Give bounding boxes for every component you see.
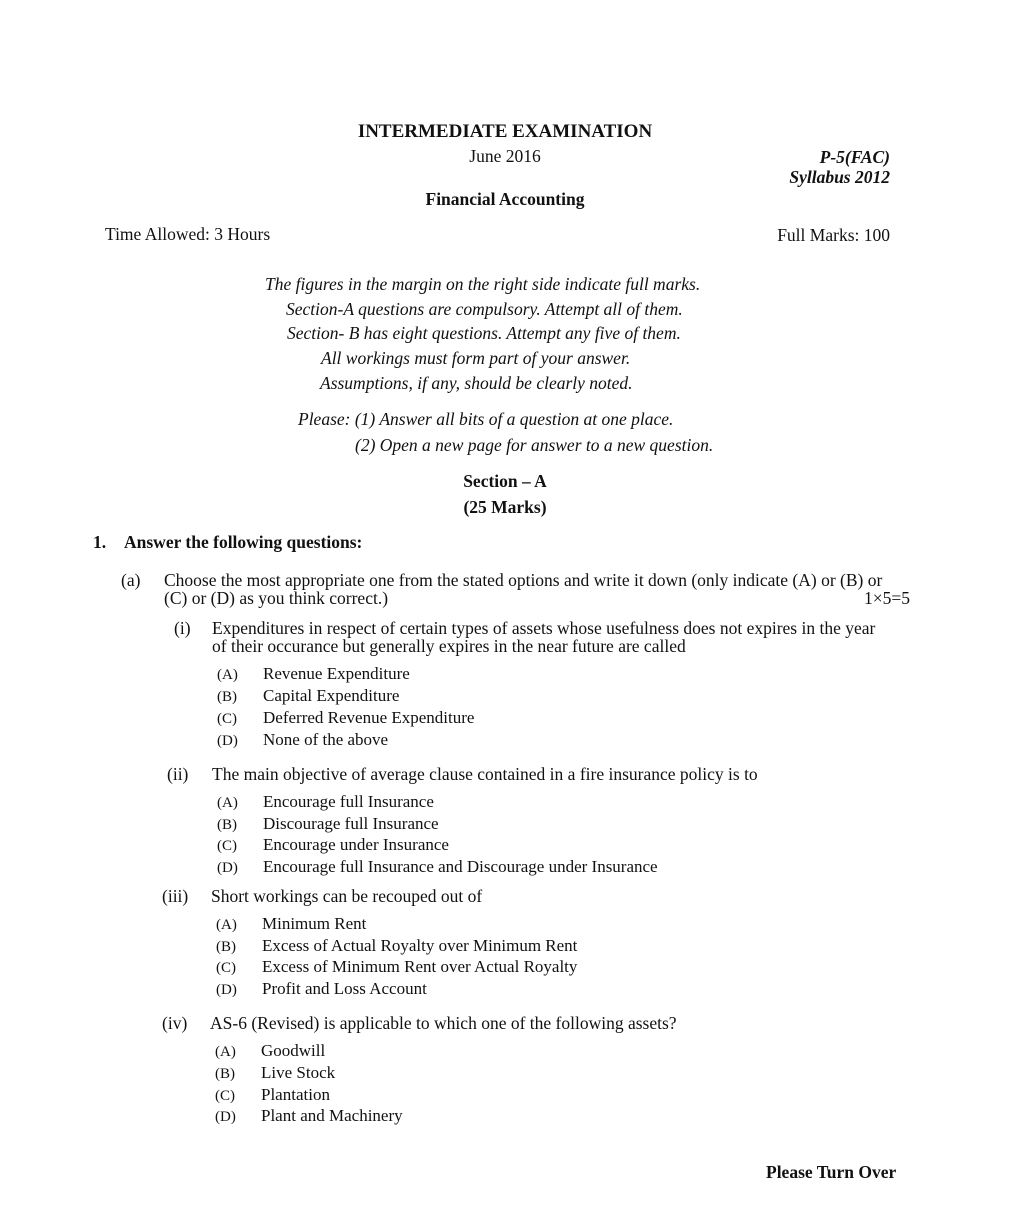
full-marks: Full Marks: 100 bbox=[777, 225, 890, 245]
please-instruction: (2) Open a new page for answer to a new question. bbox=[355, 435, 714, 455]
instruction-line: The figures in the margin on the right side indicate full marks. bbox=[265, 274, 701, 294]
please-instruction: Please: (1) Answer all bits of a question at one place. bbox=[298, 409, 674, 429]
subquestion-text: of their occurance but generally expires in the near future are called bbox=[212, 636, 686, 656]
option-text: Encourage under Insurance bbox=[263, 835, 449, 854]
option bbox=[215, 1063, 335, 1083]
section-marks: (25 Marks) bbox=[463, 497, 547, 517]
option-label: (A) bbox=[217, 795, 238, 811]
subject-title: Financial Accounting bbox=[425, 189, 585, 209]
option-text: Minimum Rent bbox=[262, 914, 367, 933]
please-turn-over: Please Turn Over bbox=[766, 1162, 897, 1182]
option-label: (A) bbox=[216, 917, 237, 933]
part-text: (C) or (D) as you think correct.) bbox=[164, 588, 389, 608]
part-label: (a) bbox=[121, 570, 141, 590]
part-text: Choose the most appropriate one from the stated options and write it down (only indicate (A) or (B) or bbox=[164, 570, 883, 590]
option bbox=[217, 686, 399, 706]
option bbox=[215, 1041, 325, 1061]
option-text: Plantation bbox=[261, 1085, 330, 1104]
subquestion-label: (i) bbox=[174, 618, 191, 638]
option-label: (B) bbox=[216, 939, 236, 955]
option bbox=[217, 835, 449, 855]
option-text: Capital Expenditure bbox=[263, 686, 400, 705]
option bbox=[215, 1106, 403, 1126]
option-text: Discourage full Insurance bbox=[263, 814, 439, 833]
option-text: Encourage full Insurance and Discourage under Insurance bbox=[263, 857, 658, 876]
option-text: Profit and Loss Account bbox=[262, 979, 427, 998]
subquestion-text: Short workings can be recouped out of bbox=[211, 886, 483, 906]
question-number: 1. bbox=[93, 532, 107, 552]
option-text: Goodwill bbox=[261, 1041, 326, 1060]
part-marks: 1×5=5 bbox=[864, 588, 910, 608]
option-label: (A) bbox=[217, 667, 238, 683]
option bbox=[216, 979, 427, 999]
option bbox=[217, 792, 434, 812]
option bbox=[217, 730, 388, 750]
option-label: (A) bbox=[215, 1044, 236, 1060]
subquestion-text: The main objective of average clause contained in a fire insurance policy is to bbox=[212, 764, 758, 784]
option-text: Excess of Minimum Rent over Actual Royalty bbox=[262, 957, 578, 976]
option-label: (B) bbox=[215, 1066, 235, 1082]
option-text: Live Stock bbox=[261, 1063, 336, 1082]
option bbox=[217, 814, 439, 834]
question-heading: Answer the following questions: bbox=[124, 532, 363, 552]
instruction-line: All workings must form part of your answer. bbox=[321, 348, 631, 368]
subquestion-label: (ii) bbox=[167, 764, 189, 784]
option-label: (C) bbox=[216, 960, 236, 976]
instruction-line: Section- B has eight questions. Attempt any five of them. bbox=[287, 323, 681, 343]
instruction-line: Section-A questions are compulsory. Attempt all of them. bbox=[286, 299, 683, 319]
subquestion-text: AS-6 (Revised) is applicable to which one of the following assets? bbox=[210, 1013, 677, 1033]
subquestion-label: (iv) bbox=[162, 1013, 188, 1033]
option-label: (C) bbox=[215, 1088, 235, 1104]
option-label: (B) bbox=[217, 689, 237, 705]
option-label: (B) bbox=[217, 817, 237, 833]
option-text: Encourage full Insurance bbox=[263, 792, 434, 811]
option-text: Deferred Revenue Expenditure bbox=[263, 708, 475, 727]
option bbox=[217, 708, 474, 728]
subquestion-text: Expenditures in respect of certain types of assets whose usefulness does not expires in the year bbox=[212, 618, 876, 638]
exam-session: June 2016 bbox=[469, 146, 541, 166]
option-label: (D) bbox=[216, 982, 237, 998]
syllabus: Syllabus 2012 bbox=[789, 167, 890, 187]
option-text: None of the above bbox=[263, 730, 389, 749]
option-label: (D) bbox=[215, 1109, 236, 1125]
option bbox=[217, 664, 410, 684]
option-text: Revenue Expenditure bbox=[263, 664, 410, 683]
section-title: Section – A bbox=[463, 471, 547, 491]
option bbox=[216, 914, 366, 934]
option bbox=[216, 957, 577, 977]
option-text: Excess of Actual Royalty over Minimum Rent bbox=[262, 936, 578, 955]
option bbox=[215, 1085, 330, 1105]
exam-title: INTERMEDIATE EXAMINATION bbox=[357, 121, 653, 142]
option-label: (D) bbox=[217, 860, 238, 876]
option bbox=[217, 857, 658, 877]
option bbox=[216, 936, 577, 956]
option-label: (C) bbox=[217, 838, 237, 854]
paper-code: P-5(FAC) bbox=[819, 147, 890, 167]
time-allowed: Time Allowed: 3 Hours bbox=[105, 224, 271, 244]
instruction-line: Assumptions, if any, should be clearly noted. bbox=[320, 373, 633, 393]
subquestion-label: (iii) bbox=[162, 886, 189, 906]
option-text: Plant and Machinery bbox=[261, 1106, 403, 1125]
option-label: (C) bbox=[217, 711, 237, 727]
option-label: (D) bbox=[217, 733, 238, 749]
